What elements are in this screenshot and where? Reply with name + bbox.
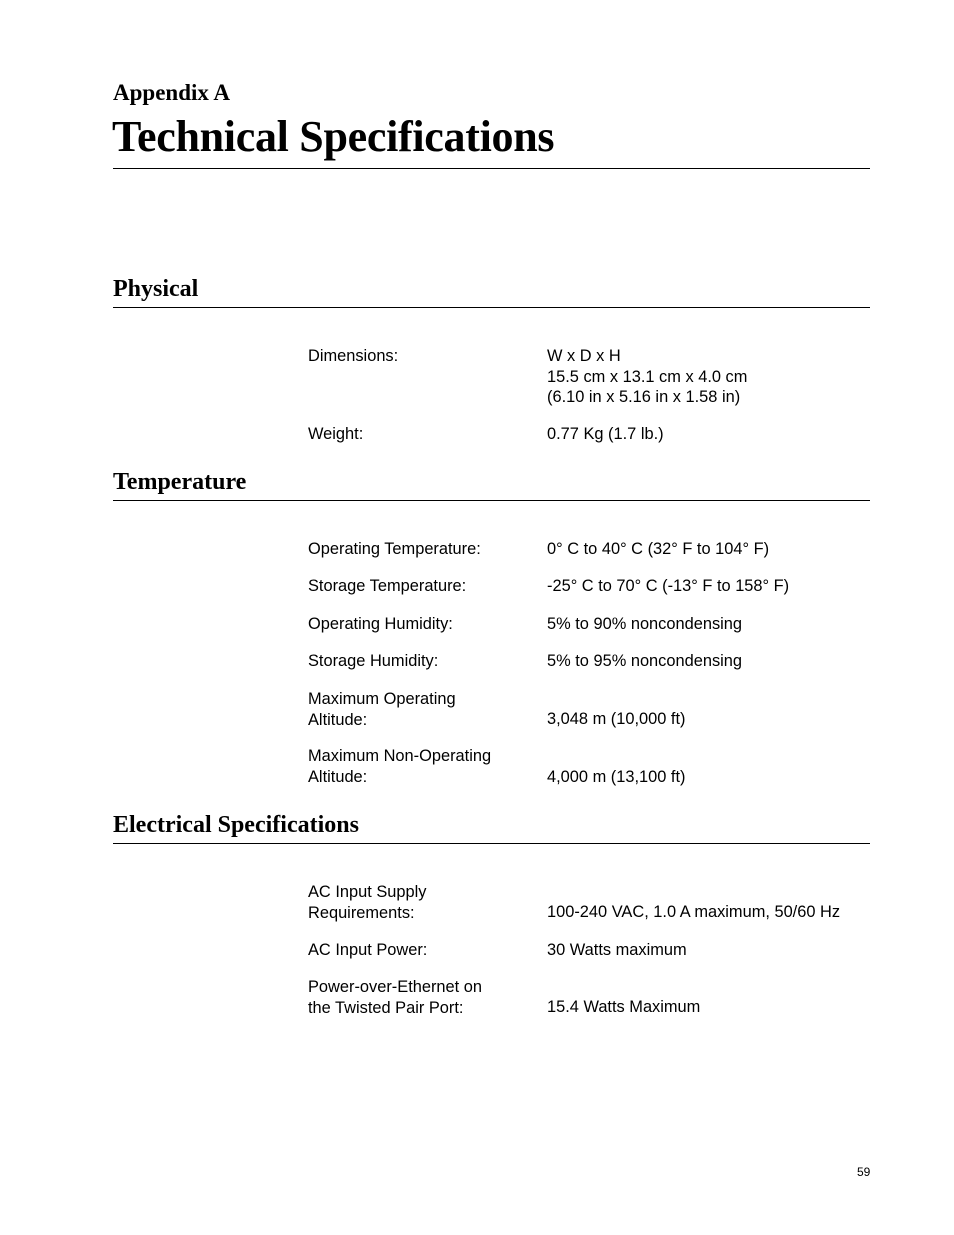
spec-value-ac-input-supply [547, 902, 840, 923]
spec-value-line: 0° C to 40° C (32° F to 104° F) [547, 540, 770, 558]
section-heading-temperature: Temperature [113, 469, 247, 495]
spec-value-line: 4,000 m (13,100 ft) [547, 768, 686, 786]
spec-label-ac-input-supply [308, 882, 426, 923]
spec-label-poe [308, 977, 482, 1018]
spec-label-line: AC Input Power: [308, 941, 428, 959]
spec-label-line: Operating Humidity: [308, 615, 453, 633]
spec-value-line: -25° C to 70° C (-13° F to 158° F) [547, 577, 790, 595]
section-divider-electrical [113, 843, 870, 844]
spec-label-line: Storage Humidity: [308, 652, 439, 670]
spec-value-line: 0.77 Kg (1.7 lb.) [547, 425, 664, 443]
page-title: Technical Specifications [112, 112, 555, 161]
spec-label-max-non-operating-altitude [308, 746, 491, 787]
appendix-label: Appendix A [113, 80, 230, 105]
spec-label-line: Weight: [308, 425, 364, 443]
spec-value-line: (6.10 in x 5.16 in x 1.58 in) [547, 388, 741, 406]
spec-label-line: Storage Temperature: [308, 577, 467, 595]
spec-label-storage-temperature [308, 576, 466, 597]
spec-label-dimensions [308, 346, 398, 367]
spec-value-line: 100-240 VAC, 1.0 A maximum, 50/60 Hz [547, 903, 841, 921]
spec-value-storage-humidity [547, 651, 742, 672]
section-heading-physical: Physical [113, 276, 199, 302]
spec-value-line: 5% to 90% noncondensing [547, 615, 743, 633]
spec-value-storage-temperature [547, 576, 789, 597]
spec-value-operating-humidity [547, 614, 742, 635]
spec-label-storage-humidity [308, 651, 438, 672]
section-divider-temperature [113, 500, 870, 501]
page-number: 59 [857, 1165, 871, 1179]
spec-value-max-operating-altitude [547, 709, 686, 730]
spec-value-weight [547, 424, 664, 445]
title-divider [113, 168, 870, 169]
spec-value-max-non-operating-altitude [547, 767, 686, 788]
spec-value-line: 5% to 95% noncondensing [547, 652, 743, 670]
spec-value-poe [547, 997, 700, 1018]
spec-value-line: 3,048 m (10,000 ft) [547, 710, 686, 728]
spec-label-line: Power-over-Ethernet on [308, 978, 483, 996]
spec-value-line: W x D x H [547, 347, 621, 365]
spec-label-line: Requirements: [308, 903, 415, 922]
spec-value-line: 15.5 cm x 13.1 cm x 4.0 cm [547, 367, 748, 386]
spec-value-ac-input-power [547, 940, 687, 961]
section-divider-physical [113, 307, 870, 308]
spec-label-max-operating-altitude [308, 689, 456, 730]
spec-label-line: Maximum Non-Operating [308, 747, 492, 765]
spec-label-operating-humidity [308, 614, 453, 635]
spec-value-operating-temperature [547, 539, 769, 560]
spec-label-line: Operating Temperature: [308, 540, 481, 558]
spec-label-ac-input-power [308, 940, 427, 961]
spec-label-line: AC Input Supply [308, 883, 427, 901]
spec-label-line: the Twisted Pair Port: [308, 998, 464, 1017]
spec-label-line: Altitude: [308, 710, 368, 729]
spec-label-line: Maximum Operating [308, 690, 456, 708]
spec-label-line: Dimensions: [308, 347, 399, 365]
section-heading-electrical: Electrical Specifications [113, 812, 359, 838]
spec-label-operating-temperature [308, 539, 481, 560]
spec-value-dimensions [547, 346, 747, 408]
spec-label-weight [308, 424, 363, 445]
spec-value-line: 15.4 Watts Maximum [547, 998, 701, 1016]
spec-label-line: Altitude: [308, 767, 368, 786]
spec-value-line: 30 Watts maximum [547, 941, 687, 959]
